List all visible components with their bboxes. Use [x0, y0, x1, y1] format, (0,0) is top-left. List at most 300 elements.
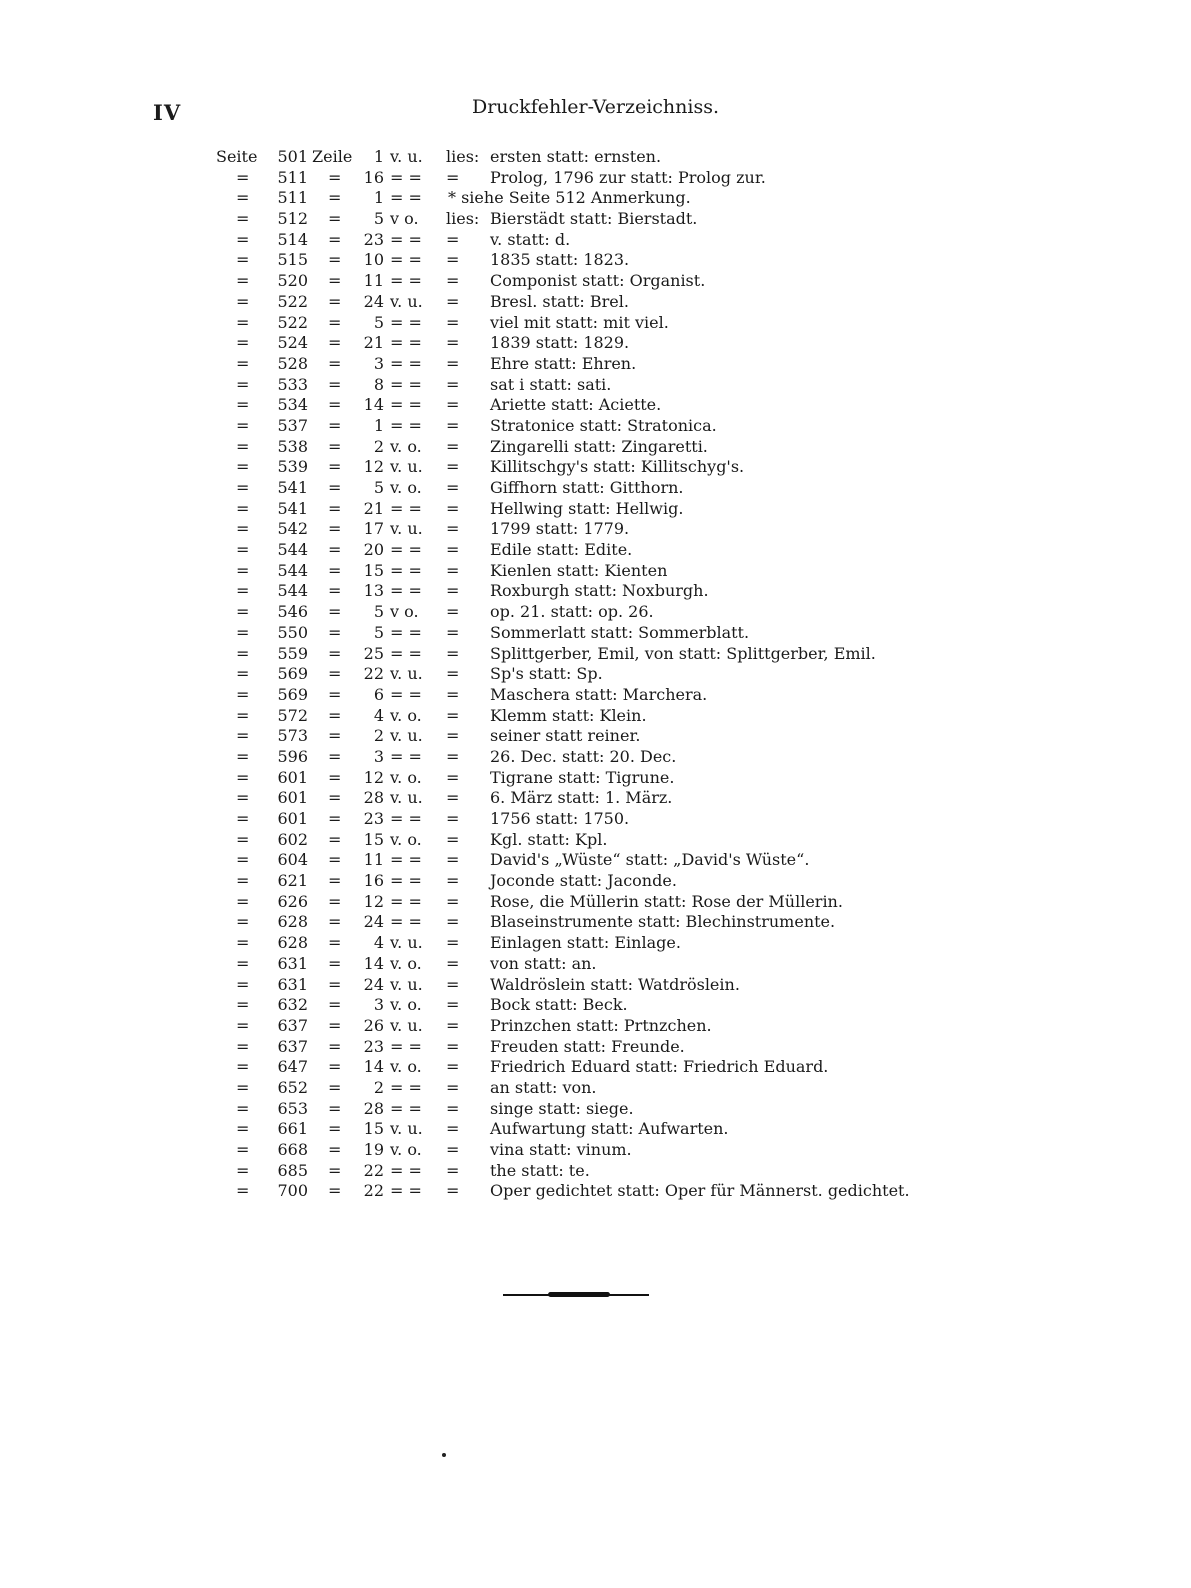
errata-zeile: = [328, 478, 342, 497]
errata-page: 631 [277, 974, 308, 994]
errata-seite: = [236, 829, 250, 849]
errata-line: 26 [363, 1015, 384, 1035]
errata-seite: = [236, 478, 250, 497]
errata-seite: = [236, 167, 250, 187]
errata-page: 569 [277, 684, 308, 704]
errata-lies: = [446, 478, 460, 497]
errata-text: Giffhorn statt: Gitthorn. [490, 478, 684, 497]
errata-pos: v. u. [390, 974, 423, 994]
errata-line: 2 [373, 726, 384, 746]
errata-seite: = [236, 312, 250, 332]
errata-text: Kgl. statt: Kpl. [490, 829, 608, 849]
errata-zeile: = [328, 188, 342, 208]
errata-text: Ehre statt: Ehren. [490, 353, 637, 373]
errata-line: 14 [363, 953, 384, 973]
errata-seite: = [236, 1140, 250, 1159]
errata-seite: = [236, 1077, 250, 1097]
errata-zeile: = [328, 436, 342, 456]
errata-page: 647 [277, 1057, 308, 1077]
errata-text: von statt: an. [490, 953, 597, 973]
errata-row [216, 168, 996, 189]
errata-page: 546 [277, 602, 308, 622]
errata-page: 544 [277, 560, 308, 580]
errata-page: 596 [277, 746, 308, 766]
errata-page: 604 [277, 850, 308, 870]
errata-zeile: = [328, 498, 342, 518]
errata-page: 626 [277, 891, 308, 911]
errata-zeile: Zeile [312, 147, 353, 166]
errata-lies: = [446, 540, 460, 560]
errata-page: 520 [277, 271, 308, 291]
errata-lies: = [446, 271, 460, 291]
errata-text: Prolog, 1796 zur statt: Prolog zur. [490, 167, 766, 187]
errata-row [216, 292, 996, 313]
errata-pos: v. o. [390, 436, 422, 456]
errata-line: 5 [373, 622, 384, 642]
errata-line: 19 [363, 1140, 384, 1159]
errata-zeile: = [328, 333, 342, 353]
errata-row [216, 871, 996, 892]
errata-lies: = [446, 560, 460, 580]
errata-seite: = [236, 788, 250, 808]
errata-pos: v. o. [390, 953, 422, 973]
errata-seite: = [236, 684, 250, 704]
errata-seite: = [236, 560, 250, 580]
errata-page: 539 [277, 457, 308, 477]
errata-row [216, 271, 996, 292]
errata-page: 621 [277, 871, 308, 891]
errata-zeile: = [328, 850, 342, 870]
errata-line: 14 [363, 1057, 384, 1077]
errata-zeile: = [328, 353, 342, 373]
errata-pos: v. o. [390, 995, 422, 1015]
errata-row [216, 437, 996, 458]
errata-text: 1839 statt: 1829. [490, 333, 630, 353]
errata-lies: = [446, 891, 460, 911]
errata-seite: = [236, 1015, 250, 1035]
errata-pos: = = [390, 912, 422, 932]
errata-row [216, 313, 996, 334]
errata-pos: = = [390, 684, 422, 704]
errata-zeile: = [328, 953, 342, 973]
errata-row [216, 354, 996, 375]
errata-line: 11 [363, 850, 384, 870]
errata-row [216, 561, 996, 582]
errata-pos: v. o. [390, 478, 422, 497]
errata-pos: = = [390, 540, 422, 560]
errata-seite: = [236, 1036, 250, 1056]
errata-seite: = [236, 353, 250, 373]
errata-line: 13 [363, 581, 384, 601]
errata-text: 26. Dec. statt: 20. Dec. [490, 746, 677, 766]
errata-lies: = [446, 1181, 460, 1201]
errata-text: Prinzchen statt: Prtnzchen. [490, 1015, 712, 1035]
errata-zeile: = [328, 457, 342, 477]
errata-zeile: = [328, 271, 342, 291]
page-number: IV [153, 100, 182, 125]
errata-zeile: = [328, 581, 342, 601]
errata-row [216, 726, 996, 747]
errata-pos: v. u. [390, 291, 423, 311]
closing-rule-center [548, 1292, 610, 1297]
errata-lies: = [446, 953, 460, 973]
errata-text: vina statt: vinum. [490, 1140, 632, 1159]
errata-page: 544 [277, 540, 308, 560]
errata-line: 4 [373, 933, 384, 953]
errata-text: viel mit statt: mit viel. [490, 312, 669, 332]
errata-line: 23 [363, 809, 384, 828]
errata-line: 15 [363, 560, 384, 580]
errata-zeile: = [328, 1140, 342, 1159]
errata-row [216, 519, 996, 540]
errata-lies: lies: [446, 209, 480, 229]
errata-page: 501 [277, 147, 308, 166]
errata-pos: = = [390, 850, 422, 870]
errata-lies: lies: [446, 147, 480, 166]
errata-lies: = [446, 933, 460, 953]
errata-pos: = = [390, 560, 422, 580]
errata-text: * siehe Seite 512 Anmerkung. [448, 188, 691, 208]
errata-page: 542 [277, 519, 308, 539]
errata-row [216, 209, 996, 230]
errata-text: Joconde statt: Jaconde. [490, 871, 677, 891]
errata-pos: v. u. [390, 788, 423, 808]
errata-page: 559 [277, 643, 308, 663]
errata-row [216, 664, 996, 685]
errata-zeile: = [328, 995, 342, 1015]
errata-pos: = = [390, 1077, 422, 1097]
errata-seite: = [236, 581, 250, 601]
errata-line: 5 [373, 312, 384, 332]
errata-seite: = [236, 291, 250, 311]
errata-line: 1 [373, 415, 384, 435]
errata-row [216, 499, 996, 520]
errata-seite: = [236, 250, 250, 270]
errata-zeile: = [328, 395, 342, 415]
errata-row [216, 623, 996, 644]
errata-line: 23 [363, 1036, 384, 1056]
errata-pos: = = [390, 809, 422, 828]
errata-line: 1 [373, 147, 384, 166]
errata-text: ersten statt: ernsten. [490, 147, 662, 166]
errata-lies: = [446, 809, 460, 828]
errata-line: 2 [373, 1077, 384, 1097]
errata-line: 10 [363, 250, 384, 270]
errata-pos: = = [390, 746, 422, 766]
errata-page: 573 [277, 726, 308, 746]
errata-seite: = [236, 333, 250, 353]
errata-text: Waldröslein statt: Watdröslein. [490, 974, 740, 994]
errata-zeile: = [328, 829, 342, 849]
errata-lies: = [446, 1098, 460, 1118]
errata-page: 544 [277, 581, 308, 601]
errata-pos: = = [390, 871, 422, 891]
errata-page: 541 [277, 498, 308, 518]
errata-text: 1835 statt: 1823. [490, 250, 630, 270]
errata-lies: = [446, 519, 460, 539]
errata-line: 8 [373, 374, 384, 394]
errata-page: 550 [277, 622, 308, 642]
errata-page: 534 [277, 395, 308, 415]
errata-row [216, 706, 996, 727]
errata-pos: = = [390, 498, 422, 518]
errata-row [216, 995, 996, 1016]
errata-lies: = [446, 415, 460, 435]
errata-text: Splittgerber, Emil, von statt: Splittgerber, Emil. [490, 643, 876, 663]
errata-zeile: = [328, 1160, 342, 1180]
errata-lies: = [446, 912, 460, 932]
errata-line: 21 [363, 333, 384, 353]
errata-line: 14 [363, 395, 384, 415]
errata-page: 533 [277, 374, 308, 394]
errata-seite: = [236, 395, 250, 415]
errata-page: 628 [277, 912, 308, 932]
errata-pos: = = [390, 353, 422, 373]
errata-line: 12 [363, 767, 384, 787]
errata-zeile: = [328, 912, 342, 932]
errata-zeile: = [328, 312, 342, 332]
errata-seite: = [236, 933, 250, 953]
errata-line: 3 [373, 746, 384, 766]
errata-seite: = [236, 498, 250, 518]
errata-page: 685 [277, 1160, 308, 1180]
errata-text: Bock statt: Beck. [490, 995, 628, 1015]
errata-page: 511 [277, 188, 308, 208]
errata-seite: = [236, 974, 250, 994]
errata-seite: = [236, 995, 250, 1015]
errata-text: seiner statt reiner. [490, 726, 641, 746]
errata-line: 23 [363, 229, 384, 249]
errata-zeile: = [328, 1181, 342, 1201]
errata-text: Zingarelli statt: Zingaretti. [490, 436, 708, 456]
errata-text: Edile statt: Edite. [490, 540, 633, 560]
errata-line: 1 [373, 188, 384, 208]
errata-pos: = = [390, 891, 422, 911]
errata-lies: = [446, 664, 460, 684]
errata-seite: = [236, 188, 250, 208]
errata-pos: = = [390, 250, 422, 270]
errata-row [216, 954, 996, 975]
errata-line: 4 [373, 705, 384, 725]
errata-page: 632 [277, 995, 308, 1015]
errata-zeile: = [328, 622, 342, 642]
errata-lies: = [446, 684, 460, 704]
errata-seite: = [236, 871, 250, 891]
errata-row [216, 1037, 996, 1058]
errata-page: 637 [277, 1015, 308, 1035]
errata-page: 661 [277, 1119, 308, 1139]
errata-row [216, 147, 996, 168]
errata-list [216, 147, 996, 1202]
errata-seite: = [236, 1098, 250, 1118]
errata-page: 537 [277, 415, 308, 435]
errata-pos: v. u. [390, 933, 423, 953]
errata-text: Stratonice statt: Stratonica. [490, 415, 717, 435]
errata-text: Friedrich Eduard statt: Friedrich Eduard. [490, 1057, 829, 1077]
errata-seite: = [236, 540, 250, 560]
errata-lies: = [446, 1160, 460, 1180]
errata-lies: = [446, 457, 460, 477]
errata-lies: = [446, 767, 460, 787]
errata-seite: = [236, 953, 250, 973]
errata-zeile: = [328, 1098, 342, 1118]
errata-zeile: = [328, 891, 342, 911]
errata-text: Hellwing statt: Hellwig. [490, 498, 684, 518]
errata-seite: = [236, 457, 250, 477]
errata-pos: = = [390, 1160, 422, 1180]
errata-line: 24 [363, 974, 384, 994]
errata-pos: = = [390, 312, 422, 332]
errata-row [216, 809, 996, 830]
errata-row [216, 395, 996, 416]
errata-pos: = = [390, 333, 422, 353]
errata-lies: = [446, 333, 460, 353]
errata-lies: = [446, 726, 460, 746]
errata-lies: = [446, 1057, 460, 1077]
errata-pos: = = [390, 1181, 422, 1201]
errata-seite: = [236, 1119, 250, 1139]
errata-text: David's „Wüste“ statt: „David's Wüste“. [490, 850, 810, 870]
errata-pos: v o. [390, 209, 419, 229]
errata-zeile: = [328, 684, 342, 704]
errata-zeile: = [328, 1119, 342, 1139]
errata-text: the statt: te. [490, 1160, 590, 1180]
errata-line: 2 [373, 436, 384, 456]
errata-line: 28 [363, 788, 384, 808]
stray-dot [442, 1453, 446, 1457]
errata-page: 628 [277, 933, 308, 953]
errata-row [216, 540, 996, 561]
errata-zeile: = [328, 519, 342, 539]
errata-text: Kienlen statt: Kienten [490, 560, 668, 580]
errata-pos: v. u. [390, 457, 423, 477]
errata-page: 569 [277, 664, 308, 684]
errata-page: 524 [277, 333, 308, 353]
errata-seite: = [236, 415, 250, 435]
errata-seite: Seite [216, 147, 258, 166]
errata-pos: = = [390, 271, 422, 291]
errata-lies: = [446, 1036, 460, 1056]
errata-pos: = = [390, 622, 422, 642]
errata-lies: = [446, 995, 460, 1015]
errata-page: 700 [277, 1181, 308, 1201]
errata-zeile: = [328, 374, 342, 394]
errata-zeile: = [328, 167, 342, 187]
errata-pos: v. u. [390, 147, 423, 166]
errata-line: 5 [373, 209, 384, 229]
errata-lies: = [446, 1119, 460, 1139]
errata-row [216, 912, 996, 933]
errata-row [216, 375, 996, 396]
errata-seite: = [236, 705, 250, 725]
errata-text: Ariette statt: Aciette. [490, 395, 662, 415]
errata-row [216, 1181, 996, 1202]
errata-line: 16 [363, 871, 384, 891]
errata-lies: = [446, 1015, 460, 1035]
errata-page: 631 [277, 953, 308, 973]
errata-text: Maschera statt: Marchera. [490, 684, 708, 704]
errata-zeile: = [328, 643, 342, 663]
errata-line: 6 [373, 684, 384, 704]
errata-line: 22 [363, 664, 384, 684]
errata-text: op. 21. statt: op. 26. [490, 602, 654, 622]
errata-page: 637 [277, 1036, 308, 1056]
errata-line: 12 [363, 457, 384, 477]
page-title: Druckfehler-Verzeichniss. [471, 96, 720, 118]
errata-text: Blaseinstrumente statt: Blechinstrumente. [490, 912, 836, 932]
errata-line: 3 [373, 995, 384, 1015]
errata-page: 668 [277, 1140, 308, 1159]
errata-line: 20 [363, 540, 384, 560]
errata-line: 24 [363, 291, 384, 311]
errata-zeile: = [328, 291, 342, 311]
errata-lies: = [446, 974, 460, 994]
errata-line: 5 [373, 478, 384, 497]
errata-zeile: = [328, 1036, 342, 1056]
errata-page: 601 [277, 809, 308, 828]
errata-row [216, 602, 996, 623]
errata-line: 24 [363, 912, 384, 932]
errata-row [216, 1099, 996, 1120]
errata-pos: v. u. [390, 726, 423, 746]
errata-seite: = [236, 850, 250, 870]
errata-seite: = [236, 436, 250, 456]
errata-zeile: = [328, 974, 342, 994]
errata-line: 22 [363, 1160, 384, 1180]
errata-page: 538 [277, 436, 308, 456]
errata-row [216, 1057, 996, 1078]
errata-seite: = [236, 664, 250, 684]
errata-seite: = [236, 271, 250, 291]
errata-pos: v. u. [390, 1015, 423, 1035]
errata-pos: v. o. [390, 1140, 422, 1159]
errata-lies: = [446, 395, 460, 415]
errata-pos: v. u. [390, 664, 423, 684]
errata-zeile: = [328, 540, 342, 560]
errata-page: 653 [277, 1098, 308, 1118]
errata-seite: = [236, 746, 250, 766]
errata-seite: = [236, 374, 250, 394]
errata-seite: = [236, 1057, 250, 1077]
errata-row [216, 457, 996, 478]
errata-text: Rose, die Müllerin statt: Rose der Müllerin. [490, 891, 843, 911]
errata-page: 572 [277, 705, 308, 725]
errata-pos: v. o. [390, 1057, 422, 1077]
errata-pos: v. u. [390, 1119, 423, 1139]
errata-seite: = [236, 229, 250, 249]
errata-pos: v. u. [390, 519, 423, 539]
errata-text: Sp's statt: Sp. [490, 664, 603, 684]
errata-pos: = = [390, 229, 422, 249]
errata-lies: = [446, 1140, 460, 1159]
errata-row [216, 581, 996, 602]
errata-seite: = [236, 891, 250, 911]
errata-seite: = [236, 209, 250, 229]
errata-text: singe statt: siege. [490, 1098, 634, 1118]
errata-zeile: = [328, 705, 342, 725]
errata-row [216, 644, 996, 665]
errata-seite: = [236, 1181, 250, 1201]
errata-text: 6. März statt: 1. März. [490, 788, 673, 808]
errata-lies: = [446, 498, 460, 518]
errata-seite: = [236, 809, 250, 828]
errata-zeile: = [328, 767, 342, 787]
errata-row [216, 850, 996, 871]
errata-row [216, 1016, 996, 1037]
errata-zeile: = [328, 560, 342, 580]
errata-lies: = [446, 871, 460, 891]
errata-lies: = [446, 788, 460, 808]
